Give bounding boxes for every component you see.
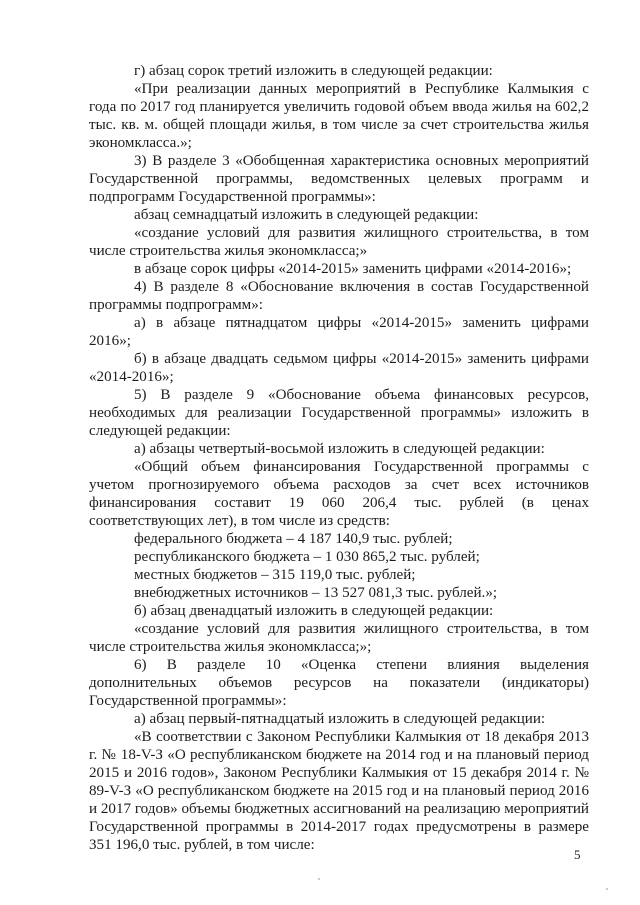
text-line: экономкласса.»; [89, 135, 192, 151]
text-line: а) в абзаце пятнадцатом цифры «2014-2015» заменить цифрами [134, 315, 589, 331]
text-line: республиканского бюджета – 1 030 865,2 тыс. рублей; [134, 549, 480, 565]
text-line: «При реализации данных мероприятий в Республике Калмыкия с [134, 81, 589, 97]
text-line: 4) В разделе 8 «Обоснование включения в состав Государственной [134, 279, 589, 295]
text-line: б) абзац двенадцатый изложить в следующей редакции: [134, 603, 494, 619]
text-line: финансирования составит 19 060 206,4 тыс. рублей (в ценах [89, 495, 589, 511]
scan-speck [318, 878, 320, 880]
text-line: соответствующих лет), в том числе из средств: [89, 513, 390, 529]
page-number: 5 [574, 847, 581, 862]
text-line: 3) В разделе 3 «Обобщенная характеристика основных мероприятий [134, 153, 589, 169]
scan-speck [606, 888, 608, 890]
text-line: года по 2017 год планируется увеличить годовой объем ввода жилья на 602,2 [89, 99, 589, 115]
text-line: 2016»; [89, 333, 131, 349]
text-line: учетом прогнозируемого объема расходов за счет всех источников [89, 477, 589, 493]
text-line: «создание условий для развития жилищного строительства, в том [134, 225, 589, 241]
text-line: тыс. кв. м. общей площади жилья, в том числе за счет строительства жилья [89, 117, 589, 133]
text-line: Государственной программы, ведомственных целевых программ и [89, 171, 589, 187]
text-line: г. № 18-V-З «О республиканском бюджете на 2014 год и на плановый период [89, 747, 589, 763]
text-line: программы подпрограмм»: [89, 297, 263, 313]
text-line: 5) В разделе 9 «Обоснование объема финансовых ресурсов, [134, 387, 589, 403]
text-line: 89-V-З «О республиканском бюджете на 2015 год и на плановый период 2016 [89, 783, 589, 799]
text-line: Государственной программы»: [89, 693, 287, 709]
text-line: числе строительства жилья экономкласса;»; [89, 639, 372, 655]
text-line: и 2017 годов» объемы бюджетных ассигнований на реализацию мероприятий [89, 801, 589, 817]
text-line: местных бюджетов – 315 119,0 тыс. рублей; [134, 567, 416, 583]
text-line: абзац семнадцатый изложить в следующей редакции: [134, 207, 479, 223]
text-line: «Общий объем финансирования Государственной программы с [134, 459, 589, 475]
text-line: 6) В разделе 10 «Оценка степени влияния выделения [134, 657, 589, 673]
text-line: федерального бюджета – 4 187 140,9 тыс. рублей; [134, 531, 453, 547]
text-line: в абзаце сорок цифры «2014-2015» заменить цифрами «2014-2016»; [134, 261, 572, 277]
text-line: «2014-2016»; [89, 369, 174, 385]
text-line: «создание условий для развития жилищного строительства, в том [134, 621, 589, 637]
text-line: числе строительства жилья экономкласса;» [89, 243, 368, 259]
text-line: следующей редакции: [89, 423, 231, 439]
text-line: «В соответствии с Законом Республики Калмыкия от 18 декабря 2013 [134, 729, 589, 745]
text-line: необходимых для реализации Государственной программы» изложить в [89, 405, 589, 421]
text-line: внебюджетных источников – 13 527 081,3 тыс. рублей.»; [134, 585, 498, 601]
text-line: а) абзац первый-пятнадцатый изложить в следующей редакции: [134, 711, 546, 727]
text-line: дополнительных объемов ресурсов на показатели (индикаторы) [89, 675, 589, 691]
text-line: подпрограмм Государственной программы»: [89, 189, 376, 205]
text-line: б) в абзаце двадцать седьмом цифры «2014-2015» заменить цифрами [134, 351, 589, 367]
text-line: 2015 и 2016 годов», Законом Республики Калмыкия от 15 декабря 2014 г. № [89, 765, 589, 781]
text-line: г) абзац сорок третий изложить в следующей редакции: [134, 63, 493, 79]
text-line: Государственной программы в 2014-2017 годах предусмотрены в размере [89, 819, 589, 835]
text-line: 351 196,0 тыс. рублей, в том числе: [89, 837, 315, 853]
text-line: а) абзацы четвертый-восьмой изложить в следующей редакции: [134, 441, 545, 457]
